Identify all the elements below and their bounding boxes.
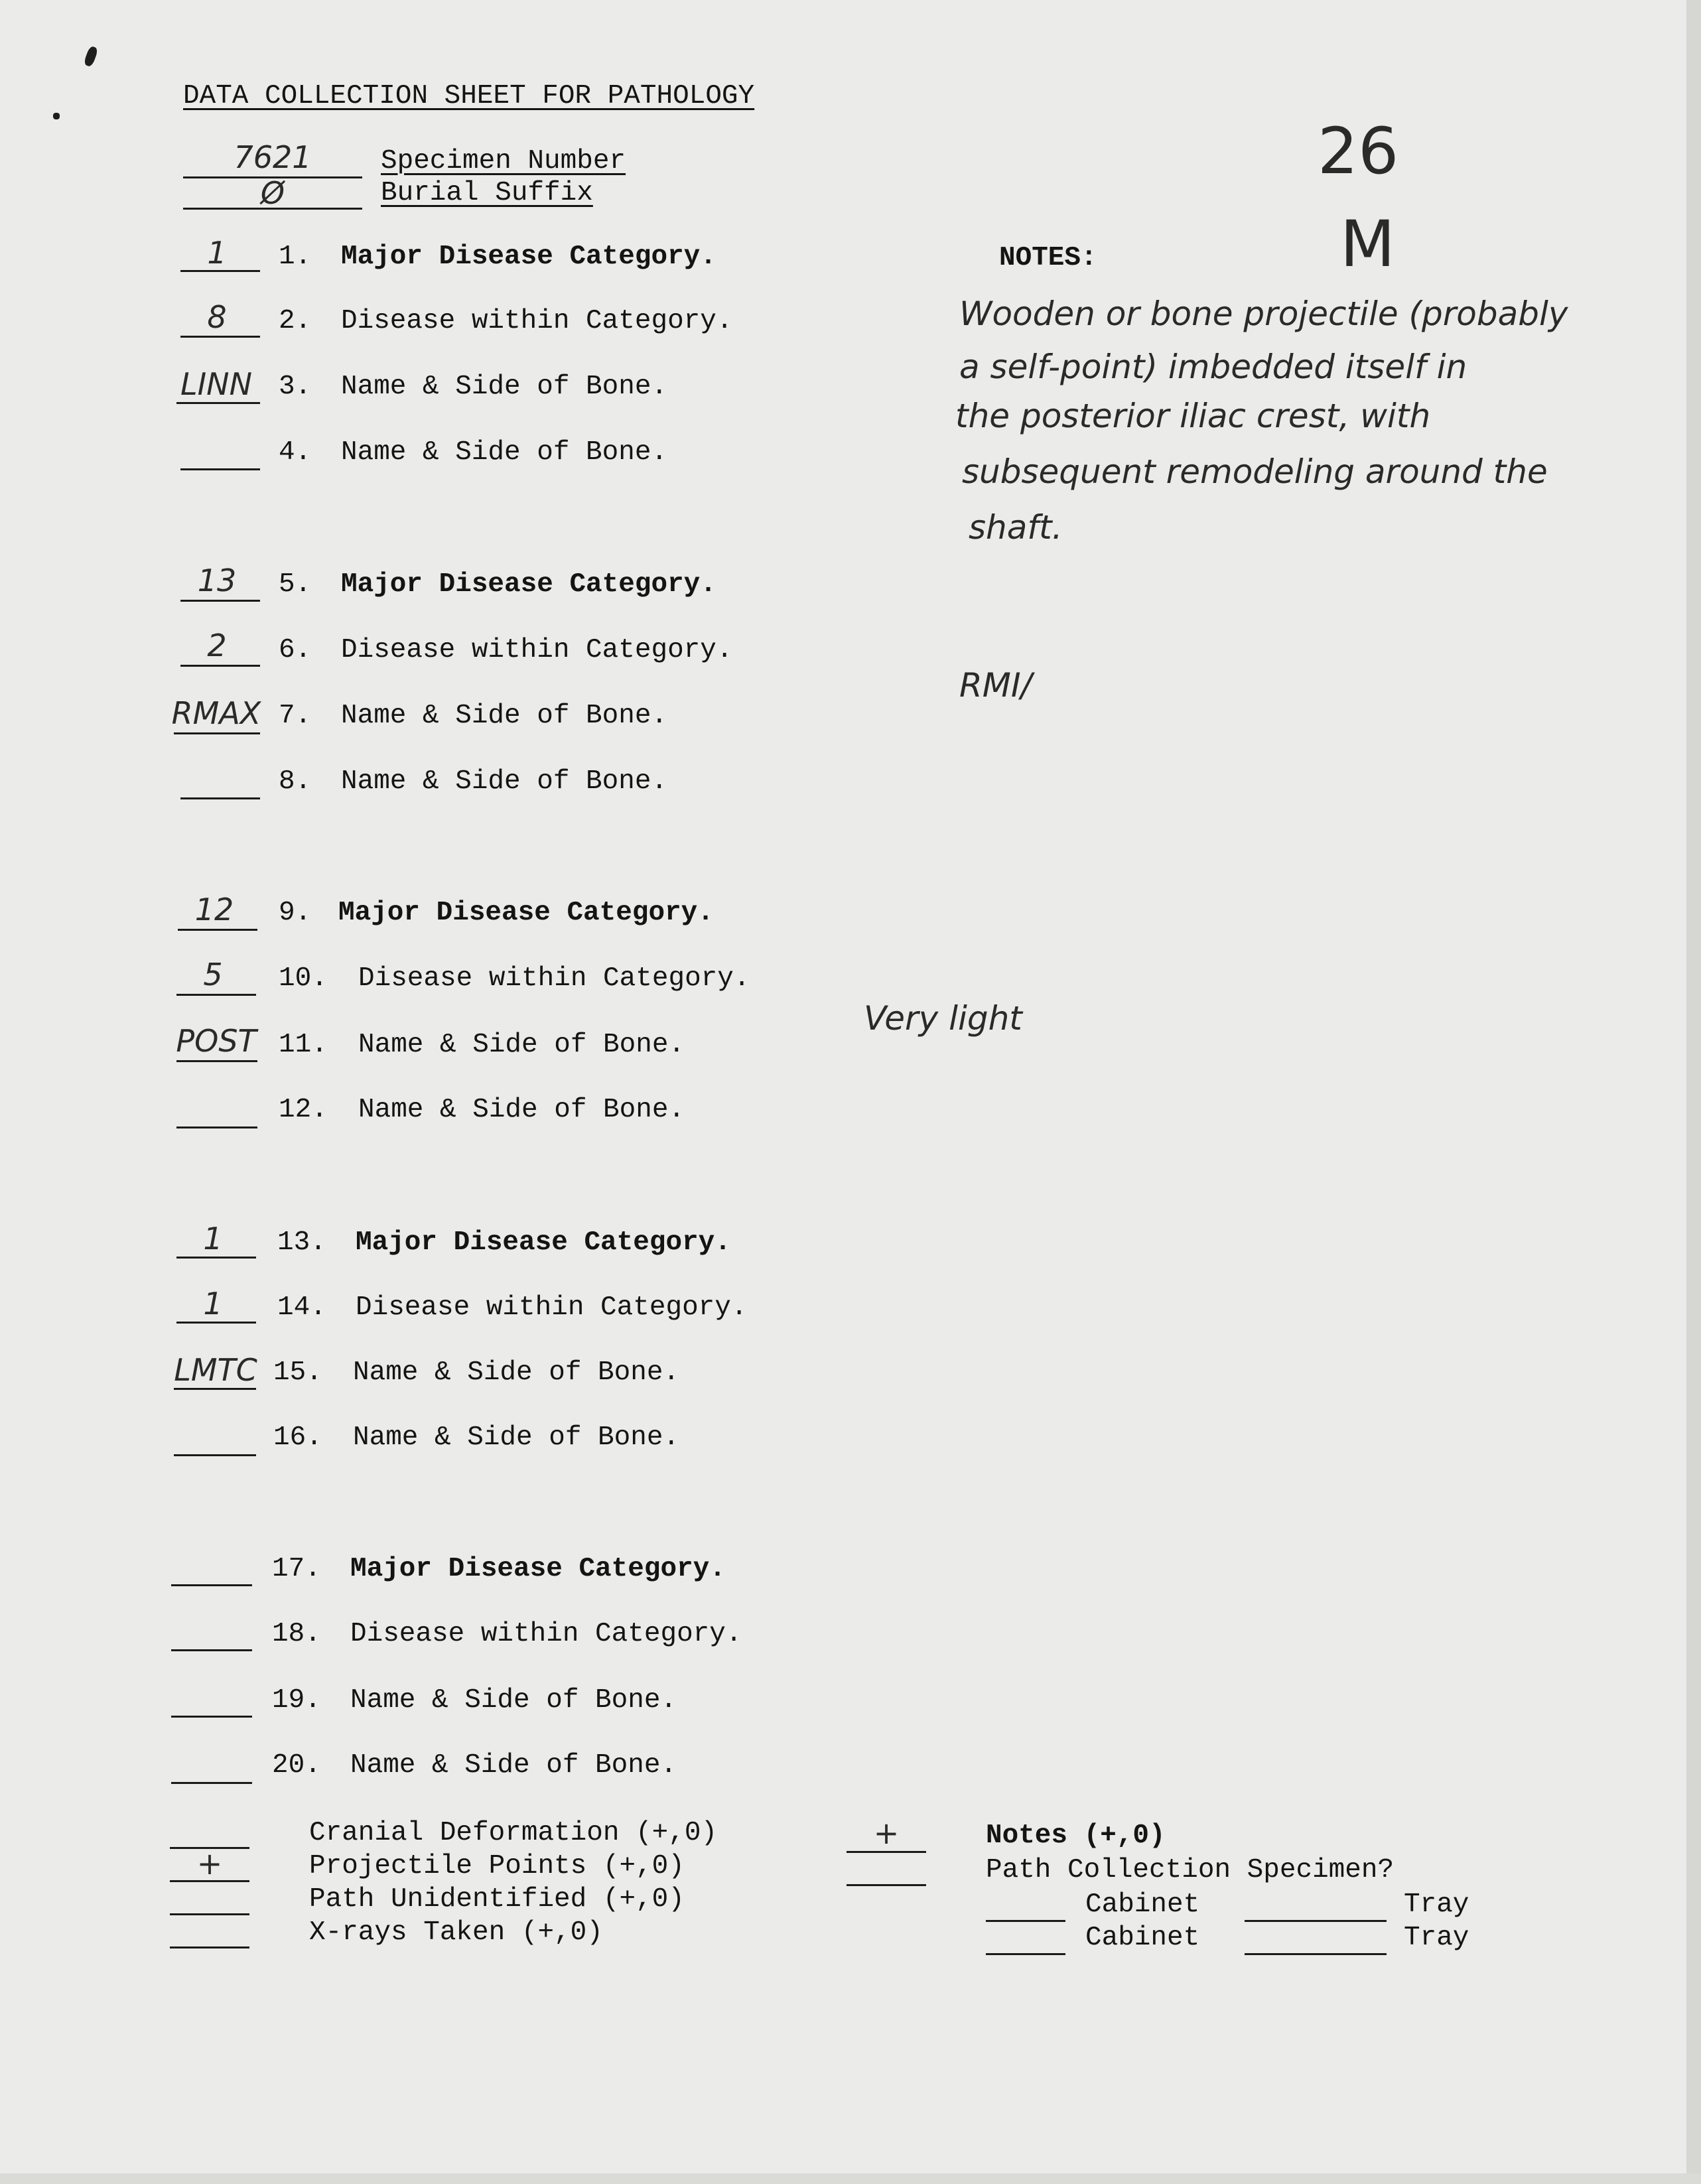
item-label: Name & Side of Bone. (341, 701, 668, 731)
tray-label: Tray (1404, 1923, 1469, 1953)
item-blank (174, 732, 260, 734)
specimen-number-value: 7621 (234, 139, 312, 175)
item-label: Name & Side of Bone. (341, 372, 668, 402)
item-number: 20. (272, 1750, 321, 1781)
item-number: 7. (279, 701, 312, 731)
item-number: 10. (279, 963, 328, 994)
item-label: Disease within Category. (341, 306, 733, 336)
item-label: Disease within Category. (358, 963, 750, 994)
flag-label: Path Unidentified (+,0) (309, 1884, 685, 1915)
item-label: Major Disease Category. (356, 1227, 731, 1258)
scan-edge-bottom (0, 2173, 1701, 2184)
item-number: 17. (272, 1554, 321, 1584)
notes-flag-label: Notes (+,0) (986, 1820, 1166, 1851)
item-blank (180, 797, 260, 799)
item-number: 11. (279, 1030, 328, 1060)
item-label: Name & Side of Bone. (353, 1357, 680, 1388)
item-value: 12 (194, 892, 234, 927)
flag-blank (170, 1913, 249, 1915)
item-value: 1 (203, 1286, 223, 1322)
path-specimen-blank (847, 1884, 926, 1886)
item-blank (180, 270, 260, 272)
notes-line: Wooden or bone projectile (probably (959, 295, 1568, 333)
item-number: 13. (277, 1227, 326, 1258)
hole-punch-mark (53, 113, 60, 119)
cabinet-blank (986, 1920, 1065, 1922)
item-value: 1 (207, 235, 227, 271)
flag-label: Cranial Deformation (+,0) (309, 1818, 718, 1848)
item-number: 19. (272, 1685, 321, 1716)
item-number: 1. (279, 241, 312, 272)
item-blank (171, 1649, 252, 1651)
flag-label: X-rays Taken (+,0) (309, 1917, 603, 1948)
notes-very-light: Very light (864, 999, 1022, 1038)
item-blank (176, 1060, 257, 1062)
notes-line: a self-point) imbedded itself in (959, 348, 1467, 386)
item-number: 4. (279, 437, 312, 468)
item-blank (180, 665, 260, 667)
item-label: Disease within Category. (341, 635, 733, 665)
notes-line: the posterior iliac crest, with (955, 397, 1431, 435)
item-label: Name & Side of Bone. (358, 1030, 685, 1060)
item-blank (171, 1584, 252, 1586)
item-blank (180, 468, 260, 470)
item-label: Major Disease Category. (341, 241, 716, 272)
item-value: POST (176, 1023, 257, 1059)
item-blank (176, 1322, 256, 1324)
item-label: Name & Side of Bone. (341, 437, 668, 468)
item-label: Disease within Category. (356, 1292, 748, 1323)
notes-flag-blank (847, 1851, 926, 1853)
cabinet-blank (986, 1953, 1065, 1955)
item-number: 3. (279, 372, 312, 402)
item-label: Name & Side of Bone. (341, 766, 668, 797)
item-label: Name & Side of Bone. (350, 1750, 677, 1781)
item-blank (176, 1126, 257, 1128)
cabinet-label: Cabinet (1085, 1923, 1200, 1953)
item-label: Name & Side of Bone. (358, 1095, 685, 1125)
item-label: Name & Side of Bone. (353, 1422, 680, 1453)
burial-suffix-label: Burial Suffix (381, 178, 593, 208)
tray-label: Tray (1404, 1889, 1469, 1920)
item-value: 2 (207, 628, 227, 663)
hole-punch-mark (83, 46, 98, 68)
item-blank (180, 336, 260, 338)
item-number: 9. (279, 898, 312, 928)
flag-blank (170, 1946, 249, 1948)
item-value: 13 (197, 563, 237, 598)
item-value: LMTC (174, 1352, 257, 1388)
item-label: Disease within Category. (350, 1619, 742, 1649)
tray-blank (1245, 1920, 1387, 1922)
item-blank (178, 929, 257, 931)
page-title: DATA COLLECTION SHEET FOR PATHOLOGY (183, 81, 755, 111)
item-number: 2. (279, 306, 312, 336)
flag-blank (170, 1880, 249, 1882)
cabinet-label: Cabinet (1085, 1889, 1200, 1920)
item-value: LINN (180, 366, 252, 402)
item-blank (174, 1454, 256, 1456)
notes-line: subsequent remodeling around the (962, 452, 1548, 491)
item-label: Major Disease Category. (338, 898, 714, 928)
burial-suffix-value: Ø (260, 175, 285, 211)
item-value: 5 (203, 957, 223, 992)
item-blank (176, 402, 260, 404)
item-number: 5. (279, 569, 312, 600)
notes-heading: NOTES: (999, 243, 1097, 273)
notes-rmi: RMI/ (959, 666, 1032, 705)
path-collection-label: Path Collection Specimen? (986, 1855, 1395, 1885)
item-value: 1 (203, 1221, 223, 1257)
tray-blank (1245, 1953, 1387, 1955)
item-number: 18. (272, 1619, 321, 1649)
item-label: Name & Side of Bone. (350, 1685, 677, 1716)
item-blank (176, 994, 256, 996)
scan-edge-right (1686, 0, 1701, 2184)
item-number: 12. (279, 1095, 328, 1125)
item-number: 16. (273, 1422, 322, 1453)
item-label: Major Disease Category. (341, 569, 716, 600)
item-value: 8 (207, 299, 227, 335)
item-number: 8. (279, 766, 312, 797)
burial-suffix-blank (183, 208, 362, 210)
item-blank (171, 1782, 252, 1784)
item-number: 14. (277, 1292, 326, 1323)
notes-flag-value: + (873, 1815, 900, 1851)
item-number: 6. (279, 635, 312, 665)
item-label: Major Disease Category. (350, 1554, 726, 1584)
item-number: 15. (273, 1357, 322, 1388)
item-value: RMAX (171, 695, 261, 731)
sex-mark: M (1340, 207, 1395, 281)
item-blank (180, 600, 260, 602)
item-blank (174, 1388, 256, 1390)
flag-value: + (196, 1846, 223, 1881)
item-blank (171, 1716, 252, 1718)
age-mark: 26 (1318, 114, 1399, 188)
item-blank (176, 1257, 256, 1259)
specimen-number-label: Specimen Number (381, 146, 626, 176)
notes-line: shaft. (969, 508, 1063, 547)
flag-label: Projectile Points (+,0) (309, 1851, 685, 1881)
